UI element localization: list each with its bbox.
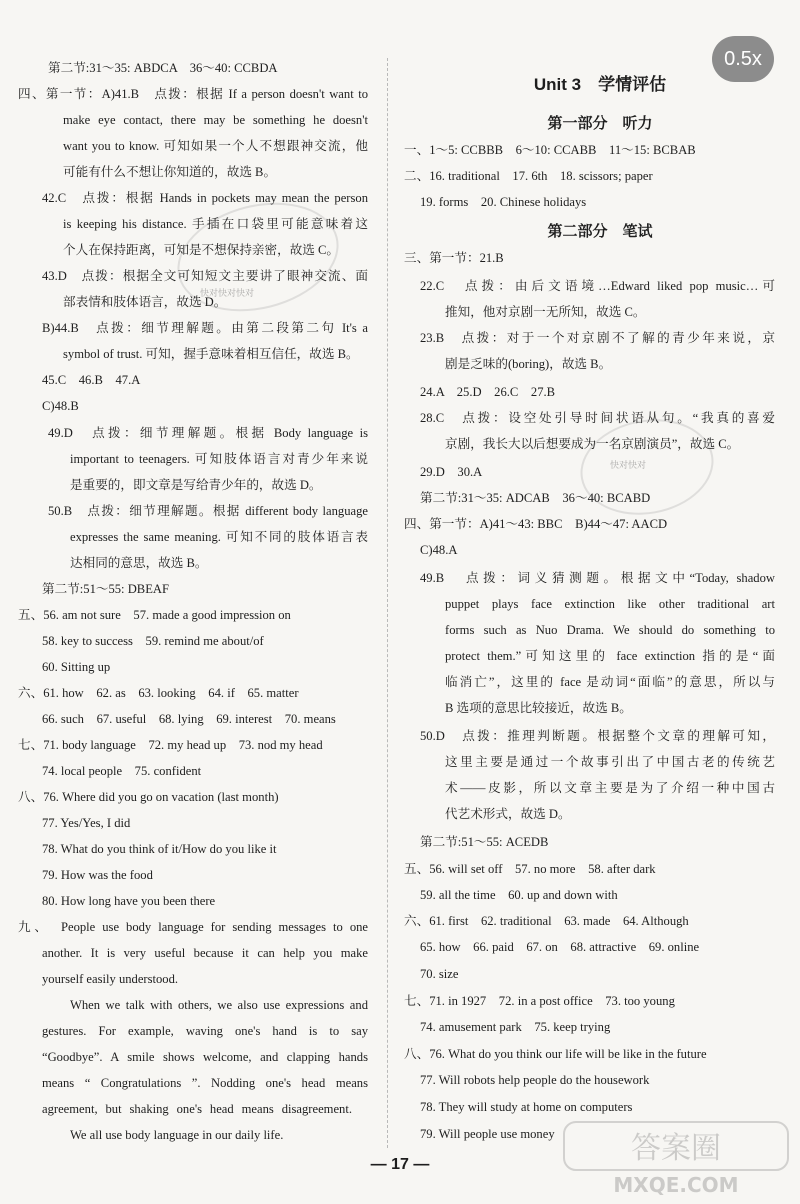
answer-line: When we talk with others, we also use expressions and <box>70 998 368 1012</box>
answer-line: 43.D 点拨：根据全文可知短文主要讲了眼神交流、面 <box>42 269 368 283</box>
answer-line: 59. all the time 60. up and down with <box>420 888 618 902</box>
answer-line: 剧是乏味的(boring)，故选 B。 <box>445 357 612 371</box>
answer-line: agreement, but shaking one's head means disagreement. <box>42 1102 352 1116</box>
answer-line: 79. How was the food <box>42 868 153 882</box>
answer-line: 79. Will people use money <box>420 1127 555 1141</box>
answer-line: 24.A 25.D 26.C 27.B <box>420 385 556 399</box>
page-number-value: 17 <box>391 1156 409 1173</box>
answer-line: 六、61. first 62. traditional 63. made 64. Although <box>404 914 689 928</box>
answer-line: 五、56. will set off 57. no more 58. after dark <box>404 862 656 876</box>
answer-line: 部表情和肢体语言，故选 D。 <box>63 295 227 309</box>
faint-stamp-right-text: 快对快对 <box>610 461 647 471</box>
answer-line: 78. They will study at home on computers <box>420 1100 633 1114</box>
answer-line: 49.D 点拨：细节理解题。根据 Body language is <box>48 426 368 440</box>
answer-line: make eye contact, there may be something he doesn't <box>63 113 368 127</box>
part1-title: 第一部分 听力 <box>547 115 653 132</box>
answer-line: 78. What do you think of it/How do you like it <box>42 842 277 856</box>
answer-line: 这里主要是通过一个故事引出了中国古老的传统艺 <box>445 755 775 769</box>
column-divider <box>387 58 388 1148</box>
answer-line: B)44.B 点拨：细节理解题。由第二段第二句 It's a <box>42 321 368 335</box>
answer-line: 七、71. in 1927 72. in a post office 73. too young <box>404 994 675 1008</box>
answer-line: 第二节:31～35: ADCAB 36～40: BCABD <box>420 491 651 505</box>
answer-line: 77. Will robots help people do the housework <box>420 1073 650 1087</box>
watermark-logo <box>560 1118 792 1200</box>
answer-line: another. It is very useful because it can help you make <box>42 946 368 960</box>
watermark-main-text: 答案圈 <box>631 1131 721 1166</box>
answer-line: 京剧，我长大以后想要成为一名京剧演员”，故选 C。 <box>445 437 740 451</box>
answer-line: symbol of trust. 可知，握手意味着相互信任，故选 B。 <box>63 347 359 361</box>
answer-line: 九、 People use body language for sending messages to one <box>18 920 368 934</box>
answer-line: C)48.A <box>420 543 458 557</box>
answer-line: 八、76. Where did you go on vacation (last month) <box>18 790 279 804</box>
answer-line: 29.D 30.A <box>420 465 483 479</box>
answer-line: 代艺术形式，故选 D。 <box>445 807 571 821</box>
answer-line: 45.C 46.B 47.A <box>42 373 141 387</box>
answer-line: 23.B 点拨：对于一个对京剧不了解的青少年来说，京 <box>420 331 775 345</box>
part2-title: 第二部分 笔试 <box>547 223 653 240</box>
answer-line: 二、16. traditional 17. 6th 18. scissors; paper <box>404 169 653 183</box>
answer-line: is keeping his distance. 手插在口袋里可能意味着这 <box>63 217 368 231</box>
answer-line: 58. key to success 59. remind me about/of <box>42 634 264 648</box>
answer-line: 四、第一节：A)41.B 点拨：根据 If a person doesn't want to <box>18 87 368 101</box>
answer-line: C)48.B <box>42 399 79 413</box>
answer-line: 临消亡”，这里的 face 是动词“面临”的意思，所以与 <box>445 675 775 689</box>
answer-line: 可能有什么不想让你知道的，故选 B。 <box>63 165 277 179</box>
answer-line: 65. how 66. paid 67. on 68. attractive 69. online <box>420 940 700 954</box>
answer-line: 77. Yes/Yes, I did <box>42 816 131 830</box>
answer-line: 达相同的意思，故选 B。 <box>70 556 208 570</box>
answer-line: 42.C 点拨：根据 Hands in pockets may mean the person <box>42 191 368 205</box>
answer-line: 74. amusement park 75. keep trying <box>420 1020 611 1034</box>
faint-stamp-left-text: 快对快对快对 <box>200 289 255 299</box>
answer-line: 第二节:51～55: ACEDB <box>420 835 549 849</box>
answer-line: puppet plays face extinction like other traditional art <box>445 597 775 611</box>
answer-line: 五、56. am not sure 57. made a good impression on <box>18 608 291 622</box>
answer-line: 六、61. how 62. as 63. looking 64. if 65. matter <box>18 686 299 700</box>
answer-line: 49.B 点拨：词义猜测题。根据文中“Today, shadow <box>420 571 775 585</box>
answer-line: want you to know. 可知如果一个人不想跟神交流，他 <box>63 139 368 153</box>
watermark-url-text: MXQE.COM <box>613 1173 739 1197</box>
page-number: — 17 — <box>370 1156 430 1173</box>
answer-line: 第二节:51～55: DBEAF <box>42 582 169 596</box>
answer-line: 50.D 点拨：推理判断题。根据整个文章的理解可知， <box>420 729 775 743</box>
answer-line: 第二节:31～35: ABDCA 36～40: CCBDA <box>48 61 278 75</box>
answer-line: important to teenagers. 可知肢体语言对青少年来说 <box>70 452 368 466</box>
answer-line: 74. local people 75. confident <box>42 764 202 778</box>
answer-line: We all use body language in our daily life. <box>70 1128 284 1142</box>
answer-line: 一、1～5: CCBBB 6～10: CCABB 11～15: BCBAB <box>404 143 696 157</box>
answer-line: 28.C 点拨：设空处引导时间状语从句。“我真的喜爱 <box>420 411 775 425</box>
answer-line: 60. Sitting up <box>42 660 111 674</box>
answer-line: 个人在保持距离，可知是不想保持亲密，故选 C。 <box>63 243 340 257</box>
answer-line: 三、第一节：21.B <box>404 251 504 265</box>
answer-line: B 选项的意思比较接近，故选 B。 <box>445 701 632 715</box>
answer-line: 70. size <box>420 967 459 981</box>
answer-line: expresses the same meaning. 可知不同的肢体语言表 <box>70 530 368 544</box>
answer-line: 八、76. What do you think our life will be like in the future <box>404 1047 707 1061</box>
answer-line: forms such as Nuo Drama. We should do something to <box>445 623 775 637</box>
answer-line: 术——皮影，所以文章主要是为了介绍一种中国古 <box>445 781 775 795</box>
answer-line: means “ Congratulations ”. Nodding one's head means <box>42 1076 368 1090</box>
answer-line: “Goodbye”. A smile shows welcome, and clapping hands <box>42 1050 368 1064</box>
answer-line: gestures. For example, waving one's hand is to say <box>42 1024 368 1038</box>
answer-line: 推知，他对京剧一无所知，故选 C。 <box>445 305 646 319</box>
answer-line: 是重要的，即文章是写给青少年的，故选 D。 <box>70 478 322 492</box>
answer-line: 19. forms 20. Chinese holidays <box>420 195 587 209</box>
answer-line: 四、第一节：A)41～43: BBC B)44～47: AACD <box>404 517 668 531</box>
playback-speed-badge[interactable]: 0.5x <box>712 36 774 82</box>
unit-title: Unit 3 学情评估 <box>533 75 667 94</box>
answer-line: 七、71. body language 72. my head up 73. nod my head <box>18 738 323 752</box>
answer-line: 80. How long have you been there <box>42 894 216 908</box>
answer-line: protect them.”可知这里的 face extinction 指的是“面 <box>445 649 775 663</box>
answer-line: yourself easily understood. <box>42 972 179 986</box>
answer-line: 50.B 点拨：细节理解题。根据 different body language <box>48 504 368 518</box>
answer-line: 66. such 67. useful 68. lying 69. interest 70. means <box>42 712 336 726</box>
answer-line: 22.C 点拨：由后文语境…Edward liked pop music…可 <box>420 279 775 293</box>
